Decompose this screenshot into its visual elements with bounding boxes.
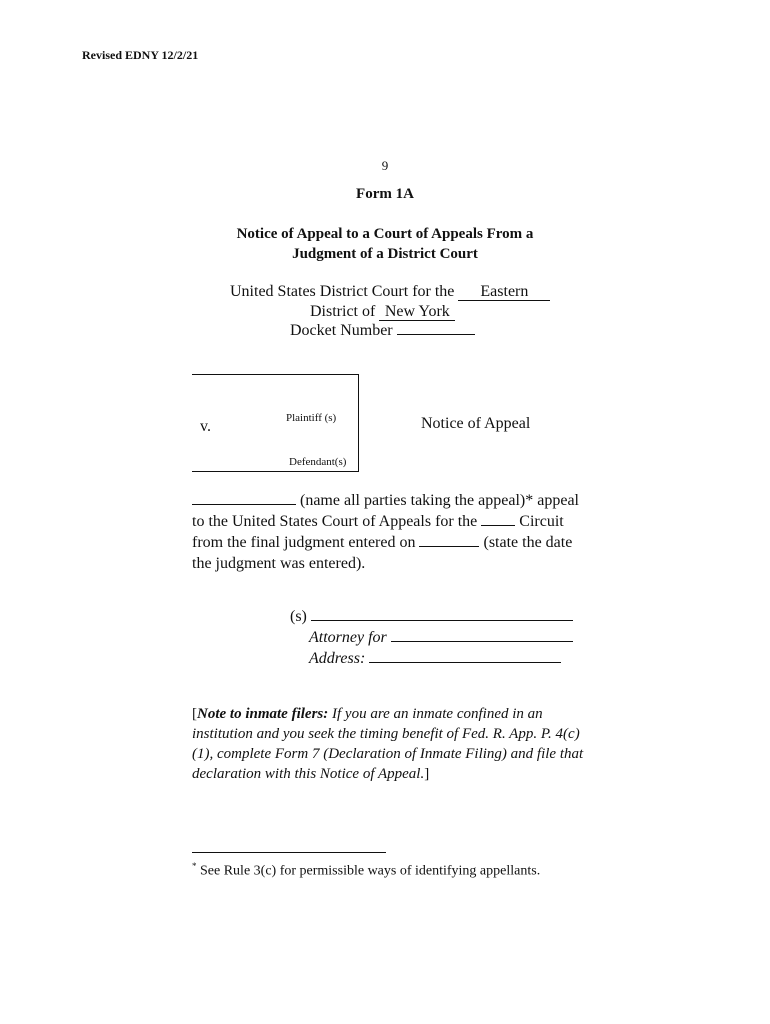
footnote	[192, 861, 540, 880]
docket-label: Docket Number	[290, 322, 393, 339]
footnote-marker: *	[192, 861, 197, 871]
district-line	[310, 303, 455, 321]
address-field[interactable]	[369, 648, 561, 663]
district-court-field[interactable]: Eastern	[458, 284, 550, 301]
judgment-date-field[interactable]	[419, 532, 479, 547]
signature-field[interactable]	[311, 606, 573, 621]
heading-line-2: Judgment of a District Court	[292, 246, 478, 262]
appellant-names-field[interactable]	[192, 490, 296, 505]
note-open-bracket: [	[192, 706, 197, 722]
district-court-label: United States District Court for the	[230, 283, 455, 300]
appeal-text-part-2: Circuit from the final judgment entered on	[192, 513, 564, 551]
signature-label: (s)	[290, 608, 307, 625]
note-text: If you are an inmate confined in an institution and you seek the timing benefit of Fed. R. App. P. 4(c)(1), complete Form 7 (Declaration of Inmate Filing) and file that declaration with this Notice of Appeal.	[192, 706, 584, 782]
attorney-for-field[interactable]	[391, 627, 573, 642]
form-title: Form 1A	[356, 186, 414, 202]
signature-line	[290, 606, 573, 627]
appeal-text-part-3: (state the date the judgment was entered).	[192, 534, 573, 572]
revision-label: Revised EDNY 12/2/21	[82, 48, 199, 62]
district-court-line	[230, 283, 550, 301]
plaintiff-label: Plaintiff (s)	[286, 412, 337, 424]
circuit-field[interactable]	[481, 511, 515, 526]
address-line	[309, 648, 561, 669]
attorney-line	[309, 627, 573, 648]
versus-label: v.	[200, 418, 211, 435]
appeal-statement	[192, 490, 582, 574]
defendant-label: Defendant(s)	[289, 456, 347, 468]
document-heading	[0, 224, 770, 264]
notice-title: Notice of Appeal	[421, 415, 531, 432]
note-close-bracket: ]	[424, 766, 430, 782]
footnote-divider	[192, 852, 386, 853]
attorney-label: Attorney for	[309, 629, 387, 646]
footnote-text: See Rule 3(c) for permissible ways of identifying appellants.	[200, 863, 541, 879]
address-label: Address:	[309, 650, 366, 667]
docket-line	[290, 322, 475, 340]
district-field[interactable]: New York	[379, 304, 455, 321]
inmate-filer-note	[192, 704, 584, 784]
appeal-text-part-1: (name all parties taking the appeal)* appeal to the United States Court of Appeals for the	[192, 492, 579, 530]
page-number: 9	[381, 158, 389, 173]
heading-line-1: Notice of Appeal to a Court of Appeals From a	[236, 226, 534, 242]
docket-number-field[interactable]	[397, 334, 475, 335]
district-label: District of	[310, 303, 376, 320]
note-bold-label: Note to inmate filers:	[197, 706, 329, 722]
